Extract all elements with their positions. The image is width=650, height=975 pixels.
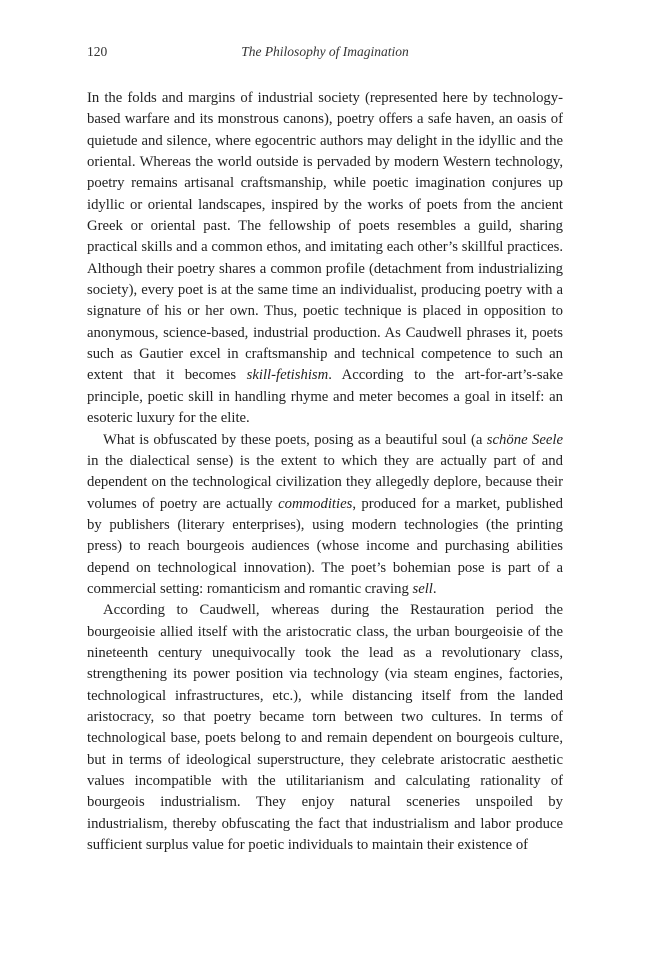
paragraph-1	[87, 88, 563, 430]
emphasis-text: commodities	[278, 495, 353, 512]
text-segment: , produced for a market, published by publishers (literary enterprises), using modern technologies (the printing press) to reach bourgeois audiences (whose income and purchasing abilities depend on technological innovation). The poet’s bohemian pose is part of a commercial setting: romanticism and romantic craving	[87, 495, 563, 597]
text-segment: What is obfuscated by these poets, posing as a beautiful soul (a	[103, 431, 487, 448]
page-header	[87, 44, 563, 64]
text-segment: .	[432, 580, 437, 597]
emphasis-text: schöne Seele	[486, 431, 563, 448]
paragraph-3	[87, 600, 563, 856]
text-segment: In the folds and margins of industrial society (represented here by technology-based warfare and its monstrous canons), poetry offers a safe haven, an oasis of quietude and silence, where egocentric authors may delight in the idyllic and the oriental. Whereas the world outside is pervaded by modern Western technology, poetry remains artisanal craftsmanship, while poetic imagination conjures up idyllic or oriental landscapes, inspired by the works of poets from the ancient Greek or oriental past. The fellowship of poets resembles a guild, sharing practical skills and a common ethos, and imitating each other’s skillful practices. Although their poetry shares a common profile (detachment from industrializing society), every poet is at the same time an individualist, producing poetry with a signature of his or her own. Thus, poetic technique is placed in opposition to anonymous, science-based, industrial production. As Caudwell phrases it, poets such as Gautier excel in craftsmanship and technical competence to such an extent that it becomes	[87, 90, 563, 384]
emphasis-text: sell	[412, 580, 433, 597]
paragraph-2	[87, 430, 563, 601]
page-number: 120	[87, 44, 108, 59]
emphasis-text: skill-fetishism	[246, 367, 329, 384]
text-segment: According to Caudwell, whereas during the Restauration period the bourgeoisie allied itself with the aristocratic class, the urban bourgeoisie of the nineteenth century unequivocally took the lead as a revolutionary class, strengthening its power position via technology (via steam engines, factories, technological infrastructures, etc.), while distancing itself from the landed aristocracy, so that poetry became torn between two cultures. In terms of technological base, poets belong to and remain dependent on bourgeois culture, but in terms of ideological superstructure, they celebrate aristocratic aesthetic values incompatible with the utilitarianism and calculating rationality of bourgeois industrialism. They enjoy natural sceneries unspoiled by industrialism, thereby obfuscating the fact that industrialism and labor produce sufficient surplus value for poetic individuals to maintain their existence of	[87, 602, 563, 854]
running-title: The Philosophy of Imagination	[241, 44, 409, 59]
text-segment: . According to the art-for-art’s-sake principle, poetic skill in handling rhyme and meter becomes a goal in itself: an esoteric luxury for the elite.	[87, 367, 563, 427]
text-segment: in the dialectical sense) is the extent to which they are actually part of and dependent on the technological civilization they allegedly deplore, because their volumes of poetry are actually	[87, 452, 563, 512]
body-text	[87, 88, 563, 856]
